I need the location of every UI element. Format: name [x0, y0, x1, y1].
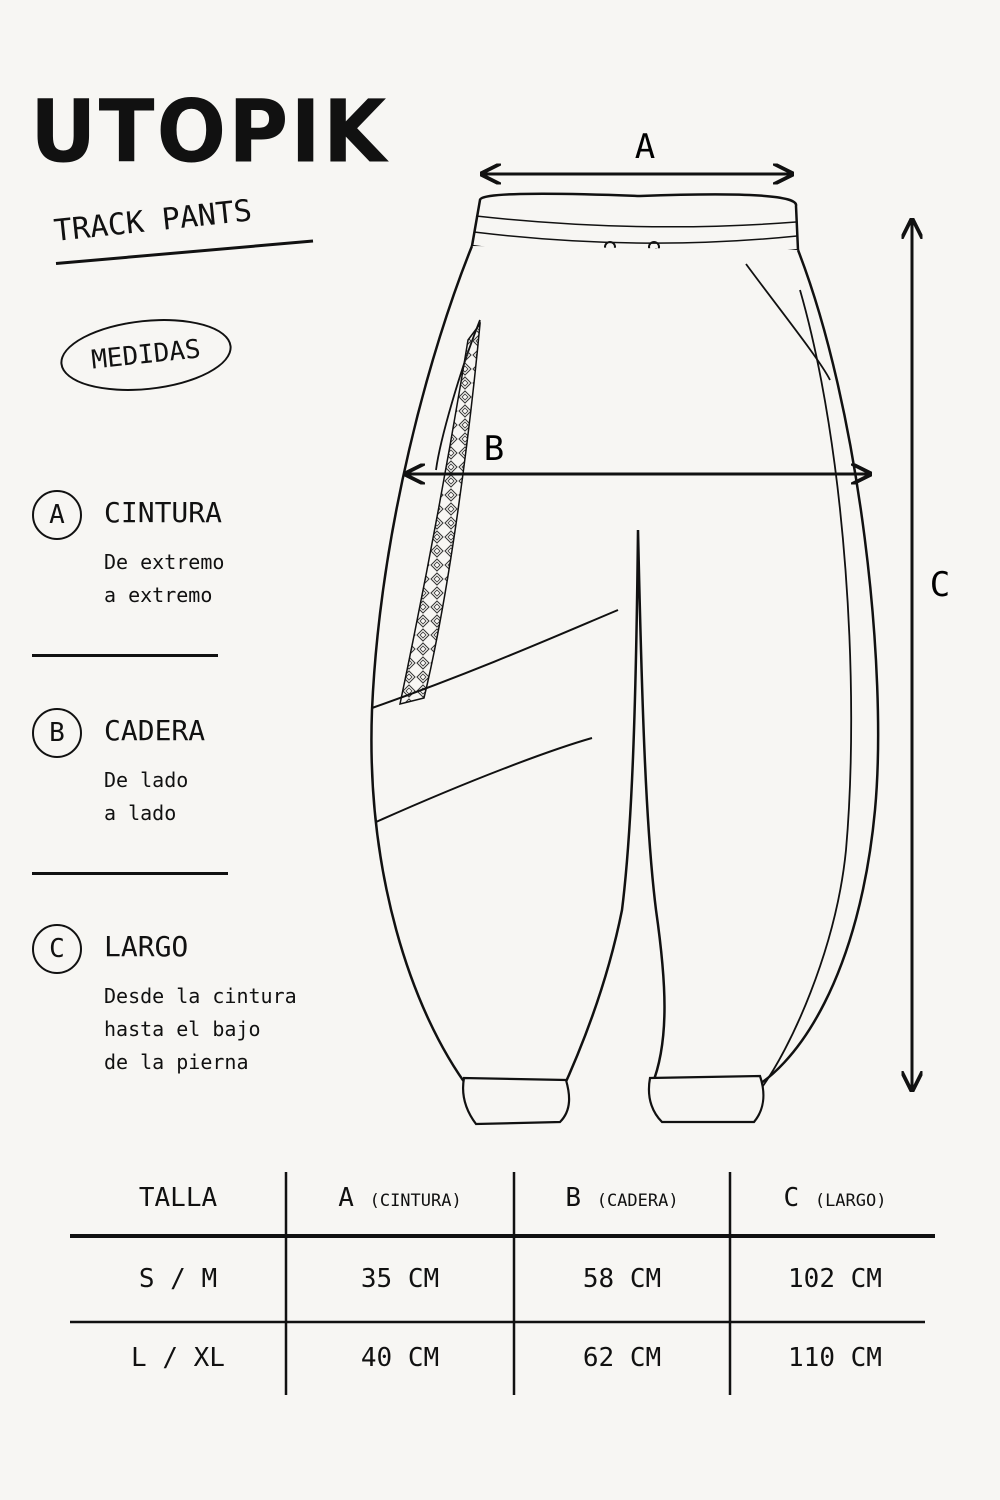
legend-desc-line: De extremo — [104, 550, 225, 574]
label-b: B — [483, 429, 505, 469]
cuff-right — [649, 1076, 763, 1122]
table-header-c — [730, 1183, 940, 1213]
legend-desc-line: a extremo — [104, 583, 213, 607]
legend-divider — [32, 872, 228, 875]
cuff-left — [463, 1078, 569, 1124]
table-header-b — [514, 1183, 730, 1213]
legend-desc-line: a lado — [104, 801, 177, 825]
legend-title-c: LARGO — [104, 930, 189, 963]
table-cell: 40 CM — [360, 1343, 440, 1373]
label-a: A — [634, 127, 656, 167]
legend-desc-c — [104, 980, 304, 1079]
table-cell: 110 CM — [788, 1343, 882, 1373]
legend-desc-line: De lado — [104, 768, 189, 792]
pants-diagram — [360, 110, 960, 1130]
legend-title-a: CINTURA — [104, 496, 223, 529]
brand-logo: UTOPIK — [30, 82, 389, 183]
legend-desc-line: de la pierna — [104, 1050, 249, 1074]
legend-desc-b — [104, 764, 304, 830]
pants-outline — [371, 246, 878, 1095]
table-header-main: C — [783, 1183, 800, 1213]
table-cell: 58 CM — [582, 1264, 662, 1294]
table-cell: 35 CM — [360, 1264, 440, 1294]
table-cell: L / XL — [131, 1343, 225, 1373]
legend-letter-c: C — [32, 924, 82, 974]
table-header-sub: (CINTURA) — [369, 1191, 462, 1211]
legend-desc-line: hasta el bajo — [104, 1017, 261, 1041]
measures-badge-label: MEDIDAS — [89, 334, 203, 376]
label-c: C — [929, 565, 951, 605]
legend-desc-line: Desde la cintura — [104, 984, 297, 1008]
table-cell: S / M — [138, 1264, 218, 1294]
legend-desc-a — [104, 546, 304, 612]
table-header-main: A — [338, 1183, 354, 1213]
legend-divider — [32, 654, 218, 657]
legend-title-b: CADERA — [104, 714, 206, 747]
table-cell: 102 CM — [788, 1264, 882, 1294]
table-cell: 62 CM — [582, 1343, 662, 1373]
table-header-main: TALLA — [138, 1183, 218, 1213]
table-header-a — [286, 1183, 514, 1213]
legend-item-c — [32, 924, 297, 1084]
product-title: TRACK PANTS — [52, 193, 254, 249]
table-header-size — [70, 1183, 286, 1213]
legend-letter-a: A — [32, 490, 82, 540]
table-header-main: B — [565, 1183, 582, 1213]
table-header-sub: (LARGO) — [814, 1191, 887, 1211]
legend-item-a — [32, 490, 292, 620]
legend-item-b — [32, 708, 292, 838]
legend-letter-b: B — [32, 708, 82, 758]
measures-badge — [57, 311, 235, 399]
table-header-sub: (CADERA) — [596, 1191, 679, 1211]
